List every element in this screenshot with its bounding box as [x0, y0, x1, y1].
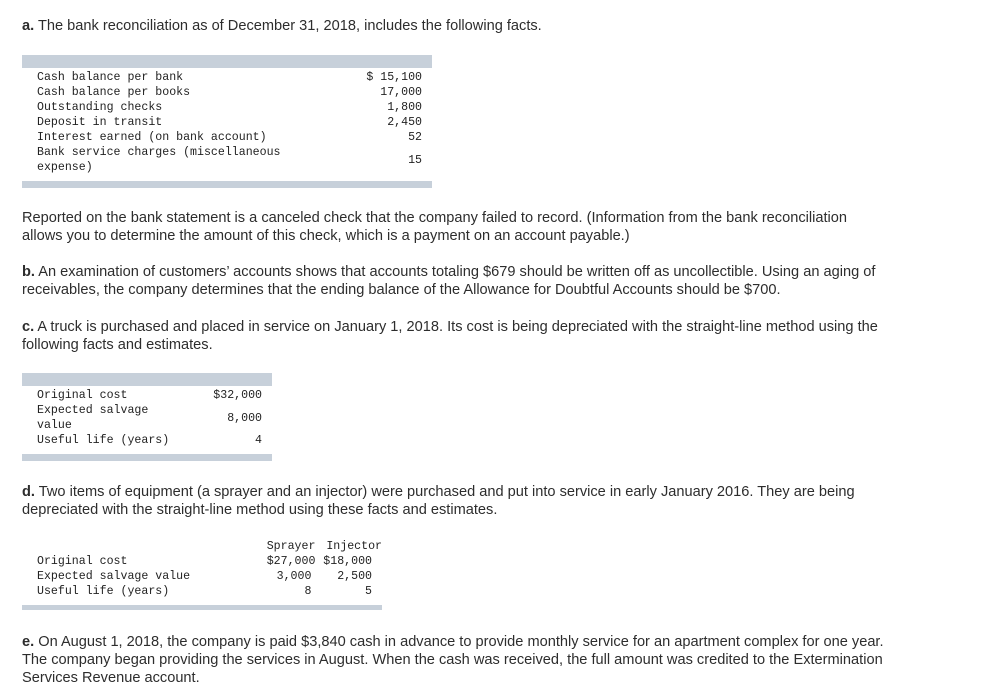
table-row	[37, 130, 422, 145]
row-value: 15	[408, 153, 422, 167]
row-label-line2: value	[37, 419, 72, 432]
row-label	[37, 403, 201, 433]
table-row	[37, 403, 262, 433]
table-row	[37, 584, 382, 599]
row-sprayer-value: 8	[304, 585, 312, 598]
row-value: 1,800	[387, 101, 422, 114]
table-row	[37, 85, 422, 100]
row-label: Original cost	[37, 389, 128, 402]
table-bottom-bar	[22, 605, 382, 610]
row-label-line1: Expected salvage	[37, 404, 149, 417]
row-label: Cash balance per bank	[37, 71, 184, 84]
part-e-line1: On August 1, 2018, the company is paid $3,840 cash in advance to provide monthly service for an apartment complex for one year.	[38, 634, 884, 650]
part-c-letter: c.	[22, 319, 35, 335]
row-label: Useful life (years)	[37, 434, 170, 447]
table-row	[37, 569, 382, 584]
row-sprayer-value: 3,000	[276, 570, 312, 583]
table-row	[37, 115, 422, 130]
part-d-line1: Two items of equipment (a sprayer and an injector) were purchased and put into service in early January 2016. They are being	[38, 484, 855, 500]
table-bottom-bar	[22, 181, 432, 188]
row-value: 52	[408, 131, 422, 144]
part-b	[22, 263, 875, 299]
header-injector: Injector	[326, 540, 382, 553]
row-label: Outstanding checks	[37, 101, 163, 114]
part-d-line2: depreciated with the straight-line method using these facts and estimates.	[22, 502, 498, 518]
row-injector-value: 2,500	[337, 570, 372, 583]
part-e	[22, 633, 884, 687]
part-b-line2: receivables, the company determines that the ending balance of the Allowance for Doubtful Accounts should be $700.	[22, 282, 781, 298]
row-label-line2: expense)	[37, 161, 93, 174]
row-label: Cash balance per books	[37, 86, 191, 99]
table-row	[37, 433, 262, 448]
part-e-line3: Services Revenue account.	[22, 670, 200, 686]
table-row	[37, 388, 262, 403]
part-c-line2: following facts and estimates.	[22, 337, 213, 353]
row-label: Useful life (years)	[37, 585, 170, 598]
row-label: Expected salvage value	[37, 570, 191, 583]
table-row	[37, 100, 422, 115]
followup-line1: Reported on the bank statement is a canceled check that the company failed to record. (Information from the bank reconciliation	[22, 210, 848, 226]
row-injector-value: $18,000	[323, 555, 372, 568]
row-label-line1: Bank service charges (miscellaneous	[37, 146, 281, 159]
part-a-intro-text: The bank reconciliation as of December 31, 2018, includes the following facts.	[37, 18, 542, 34]
row-label: Interest earned (on bank account)	[37, 131, 267, 144]
table-top-bar	[22, 55, 432, 68]
part-a-intro	[22, 17, 542, 35]
part-e-line2: The company began providing the services in August. When the cash was received, the full amount was credited to the Extermination	[22, 652, 883, 668]
row-label	[37, 145, 350, 175]
table-row	[37, 145, 422, 175]
row-value: $32,000	[213, 389, 262, 402]
followup-line2: allows you to determine the amount of this check, which is a payment on an account payable.)	[22, 228, 630, 244]
bank-reconciliation-table	[22, 55, 432, 188]
table-top-bar	[22, 373, 272, 386]
row-value: 8,000	[227, 411, 262, 425]
table-bottom-bar	[22, 454, 272, 461]
table-header-row	[37, 539, 382, 554]
part-d-letter: d.	[22, 484, 35, 500]
part-e-letter: e.	[22, 634, 35, 650]
part-d	[22, 483, 855, 519]
row-sprayer-value: $27,000	[266, 555, 316, 568]
part-a-letter: a.	[22, 18, 35, 34]
row-value: $ 15,100	[366, 71, 422, 84]
row-injector-value: 5	[365, 585, 372, 598]
row-value: 4	[255, 434, 262, 447]
truck-depreciation-table	[22, 373, 272, 461]
equipment-depreciation-table	[22, 536, 382, 610]
part-c	[22, 318, 878, 354]
row-value: 17,000	[380, 86, 422, 99]
table-row	[37, 70, 422, 85]
row-label: Deposit in transit	[37, 116, 163, 129]
part-a-followup	[22, 209, 847, 245]
row-label: Original cost	[37, 555, 128, 568]
part-b-line1: An examination of customers’ accounts shows that accounts totaling $679 should be written off as uncollectible. Using an aging of	[38, 264, 876, 280]
part-c-line1: A truck is purchased and placed in service on January 1, 2018. Its cost is being depreciated with the straight-line method using the	[37, 319, 878, 335]
header-sprayer: Sprayer	[266, 540, 316, 553]
table-row	[37, 554, 382, 569]
part-b-letter: b.	[22, 264, 35, 280]
row-value: 2,450	[387, 116, 422, 129]
